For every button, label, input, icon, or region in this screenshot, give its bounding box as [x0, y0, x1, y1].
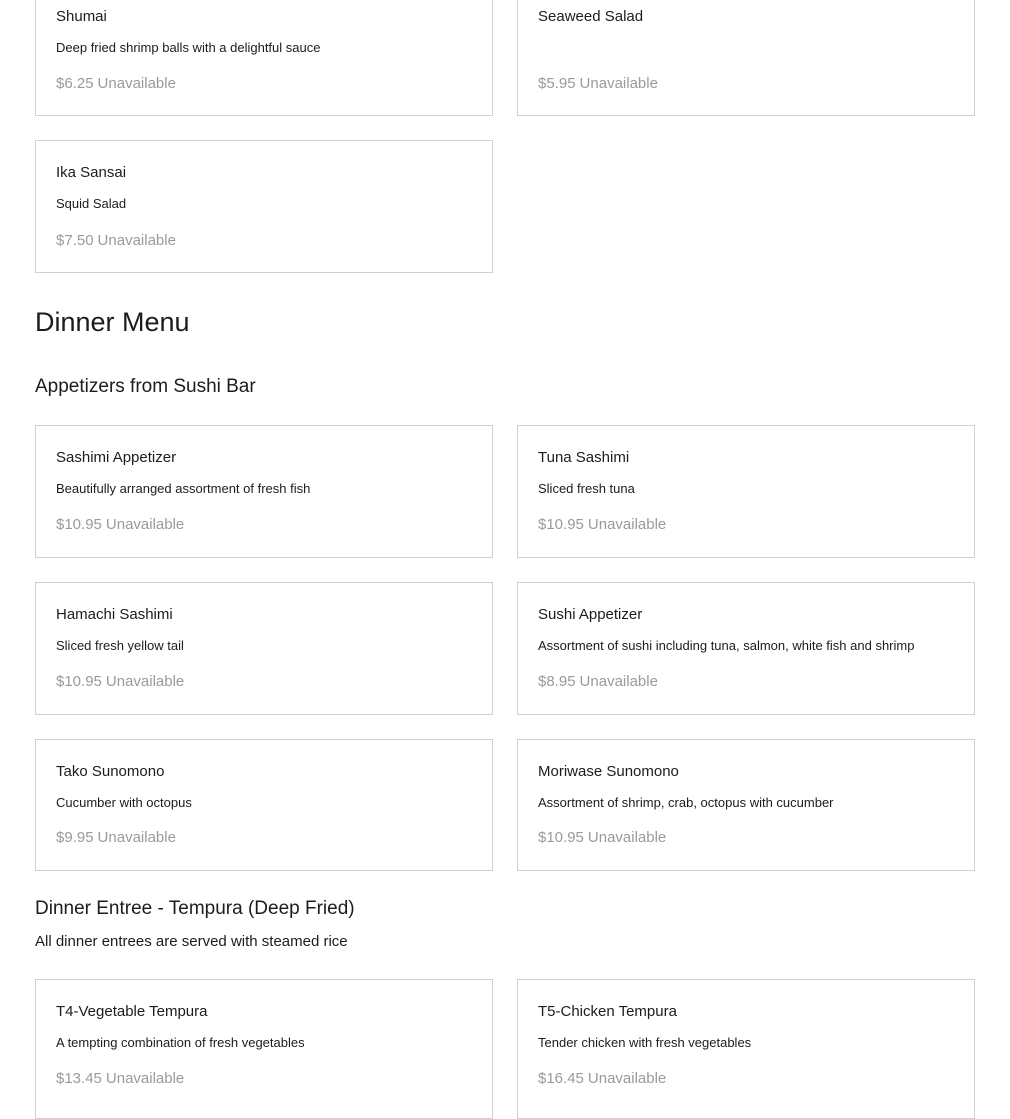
- item-status: Unavailable: [97, 75, 176, 92]
- item-name: Tuna Sashimi: [538, 449, 630, 466]
- item-price: $10.95: [538, 516, 584, 533]
- menu-item-card[interactable]: [35, 582, 493, 715]
- section-note: All dinner entrees are served with steamed rice: [35, 933, 348, 950]
- item-status: Unavailable: [587, 516, 667, 533]
- item-description: Assortment of sushi including tuna, salmon, white fish and shrimp: [538, 638, 915, 653]
- menu-item-card[interactable]: [35, 979, 493, 1119]
- item-status: Unavailable: [105, 673, 185, 690]
- menu-item-card[interactable]: [35, 0, 493, 116]
- item-description: Cucumber with octopus: [56, 795, 192, 810]
- item-price-row: [56, 673, 184, 690]
- item-price-row: [538, 516, 666, 533]
- item-description: Tender chicken with fresh vegetables: [538, 1035, 752, 1050]
- item-name: Tako Sunomono: [56, 763, 165, 780]
- item-price: $10.95: [56, 516, 102, 533]
- item-name: T4-Vegetable Tempura: [56, 1003, 208, 1020]
- item-price: $10.95: [538, 829, 584, 846]
- item-price: $5.95: [538, 75, 576, 92]
- item-description: Deep fried shrimp balls with a delightful sauce: [56, 40, 321, 55]
- item-description: Squid Salad: [56, 196, 127, 211]
- item-name: T5-Chicken Tempura: [538, 1003, 677, 1020]
- item-name: Seaweed Salad: [538, 8, 644, 25]
- item-price: $8.95: [538, 673, 576, 690]
- item-description: Assortment of shrimp, crab, octopus with cucumber: [538, 795, 834, 810]
- item-price: $16.45: [538, 1070, 584, 1087]
- item-name: Moriwase Sunomono: [538, 763, 679, 780]
- menu-item-card[interactable]: [35, 739, 493, 871]
- menu-item-card[interactable]: [517, 0, 975, 116]
- item-price: $6.25: [56, 75, 94, 92]
- item-status: Unavailable: [587, 1070, 667, 1087]
- menu-item-card[interactable]: [517, 582, 975, 715]
- item-name: Hamachi Sashimi: [56, 606, 173, 623]
- item-price-row: [538, 829, 666, 846]
- menu-item-card[interactable]: [35, 140, 493, 273]
- menu-item-card[interactable]: [517, 425, 975, 558]
- item-description: Beautifully arranged assortment of fresh fish: [56, 481, 311, 496]
- item-name: Shumai: [56, 8, 107, 25]
- item-status: Unavailable: [587, 829, 667, 846]
- item-name: Ika Sansai: [56, 164, 127, 181]
- menu-title: Dinner Menu: [35, 307, 190, 337]
- item-description: A tempting combination of fresh vegetables: [56, 1035, 305, 1050]
- item-status: Unavailable: [105, 1070, 185, 1087]
- item-description: Sliced fresh yellow tail: [56, 638, 184, 653]
- item-price: $7.50: [56, 232, 94, 249]
- item-name: Sushi Appetizer: [538, 606, 643, 623]
- item-price-row: [538, 673, 658, 690]
- item-price: $10.95: [56, 673, 102, 690]
- item-price-row: [56, 75, 176, 92]
- item-price: $13.45: [56, 1070, 102, 1087]
- item-price-row: [56, 232, 176, 249]
- item-status: Unavailable: [97, 829, 176, 846]
- item-price: $9.95: [56, 829, 94, 846]
- item-name: Sashimi Appetizer: [56, 449, 177, 466]
- item-description: Sliced fresh tuna: [538, 481, 635, 496]
- item-status: Unavailable: [579, 673, 658, 690]
- section-title: Appetizers from Sushi Bar: [35, 376, 256, 397]
- menu-item-card[interactable]: [517, 739, 975, 871]
- item-price-row: [538, 75, 658, 92]
- item-status: Unavailable: [97, 232, 176, 249]
- menu-item-card[interactable]: [35, 425, 493, 558]
- item-price-row: [56, 516, 184, 533]
- menu-item-card[interactable]: [517, 979, 975, 1119]
- item-price-row: [538, 1070, 666, 1087]
- item-status: Unavailable: [105, 516, 185, 533]
- item-price-row: [56, 1070, 184, 1087]
- section-title: Dinner Entree - Tempura (Deep Fried): [35, 898, 355, 919]
- item-status: Unavailable: [579, 75, 658, 92]
- item-price-row: [56, 829, 176, 846]
